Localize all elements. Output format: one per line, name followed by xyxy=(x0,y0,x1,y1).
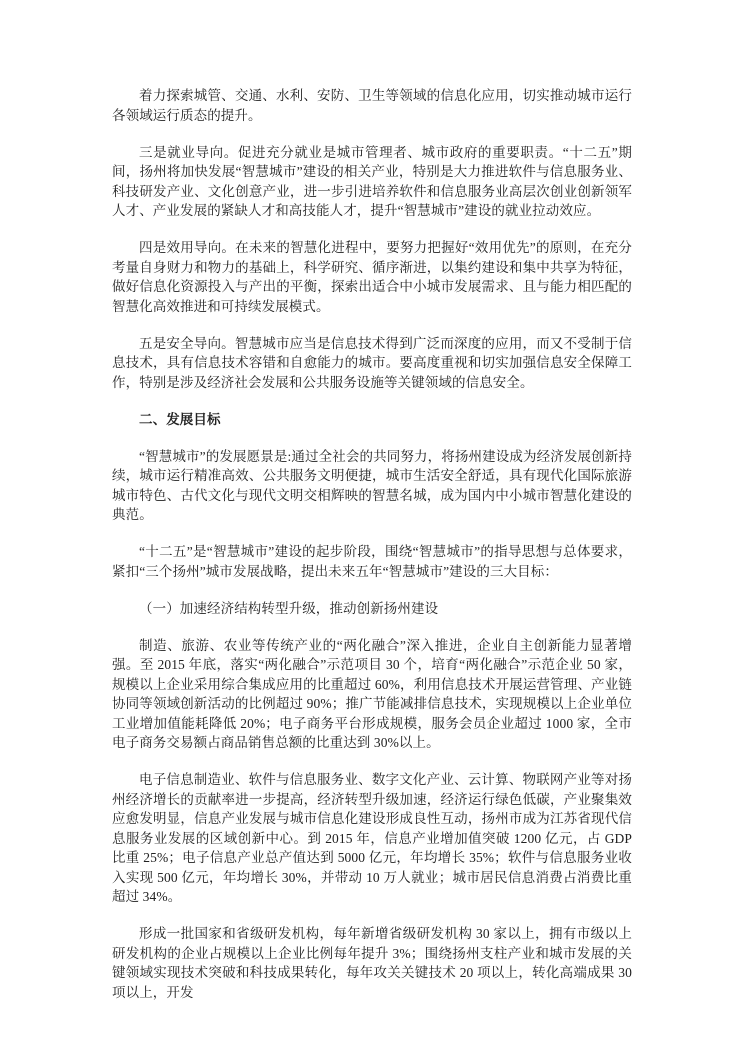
document-content xyxy=(112,86,632,1002)
paragraph-research-institutions: 形成一批国家和省级研发机构，每年新增省级研发机构 30 家以上，拥有市级以上研发机构的企业占规模以上企业比例每年提升 3%；围绕扬州支柱产业和城市发展的关键领域实现技术突破和科技成果转化，每年攻关关键技术 20 项以上，转化高端成果 30 项以上，开发 xyxy=(112,926,632,1000)
paragraph-industrialization-integration: 制造、旅游、农业等传统产业的“两化融合”深入推进，企业自主创新能力显著增强。至 2015 年底，落实“两化融合”示范项目 30 个，培育“两化融合”示范企业 50 家，规模以上企业采用综合集成应用的比重超过 60%，利用信息技术开展运营管理、产业链协同等领域创新活动的比例超过 90%；推广节能减排信息技术，实现规模以上企业单位工业增加值能耗降低 20%；电子商务平台形成规模，服务会员企业超过 1000 家，全市电子商务交易额占商品销售总额的比重达到 30%以上。 xyxy=(112,637,632,750)
paragraph-information-industry: 电子信息制造业、软件与信息服务业、数字文化产业、云计算、物联网产业等对扬州经济增长的贡献率进一步提高，经济转型升级加速，经济运行绿色低碳，产业聚集效应愈发明显，信息产业发展与城市信息化建设形成良性互动，扬州市成为江苏省现代信息服务业发展的区域创新中心。到 2015 年，信息产业增加值突破 1200 亿元，占 GDP 比重 25%；电子信息产业总产值达到 5000 亿元，年均增长 35%；软件与信息服务业收入实现 500 亿元，年均增长 30%，并带动 10 万人就业；城市居民信息消费占消费比重超过 34%。 xyxy=(112,772,632,904)
paragraph-three-goals-intro: “十二五”是“智慧城市”建设的起步阶段，围绕“智慧城市”的指导思想与总体要求，紧扣“三个扬州”城市发展战略，提出未来五年“智慧城市”建设的三大目标： xyxy=(112,544,632,579)
paragraph-city-operation: 着力探索城管、交通、水利、安防、卫生等领域的信息化应用，切实推动城市运行各领域运行质态的提升。 xyxy=(112,88,632,123)
paragraph-employment-oriented: 三是就业导向。促进充分就业是城市管理者、城市政府的重要职责。“十二五”期间，扬州将加快发展“智慧城市”建设的相关产业，特别是大力推进软件与信息服务业、科技研发产业、文化创意产业，进一步引进培养软件和信息服务业高层次创业创新领军人才、产业发展的紧缺人才和高技能人才，提升“智慧城市”建设的就业拉动效应。 xyxy=(112,144,632,218)
paragraph-security-oriented: 五是安全导向。智慧城市应当是信息技术得到广泛而深度的应用，而又不受制于信息技术，具有信息技术容错和自愈能力的城市。要高度重视和切实加强信息安全保障工作，特别是涉及经济社会发展和公共服务设施等关键领域的信息安全。 xyxy=(112,335,632,390)
paragraph-utility-oriented: 四是效用导向。在未来的智慧化进程中，要努力把握好“效用优先”的原则，在充分考量自身财力和物力的基础上，科学研究、循序渐进，以集约建设和集中共享为特征，做好信息化资源投入与产出的平衡，探索出适合中小城市发展需求、且与能力相匹配的智慧化高效推进和可持续发展模式。 xyxy=(112,240,632,314)
section-heading-development-goals: 二、发展目标 xyxy=(139,411,221,427)
paragraph-vision: “智慧城市”的发展愿景是:通过全社会的共同努力，将扬州建设成为经济发展创新持续，城市运行精准高效、公共服务文明便捷，城市生活安全舒适，具有现代化国际旅游城市特色、古代文化与现代文明交相辉映的智慧名城，成为国内中小城市智慧化建设的典范。 xyxy=(112,448,632,522)
subsection-heading-economic-transformation: （一）加速经济结构转型升级，推动创新扬州建设 xyxy=(139,600,439,616)
